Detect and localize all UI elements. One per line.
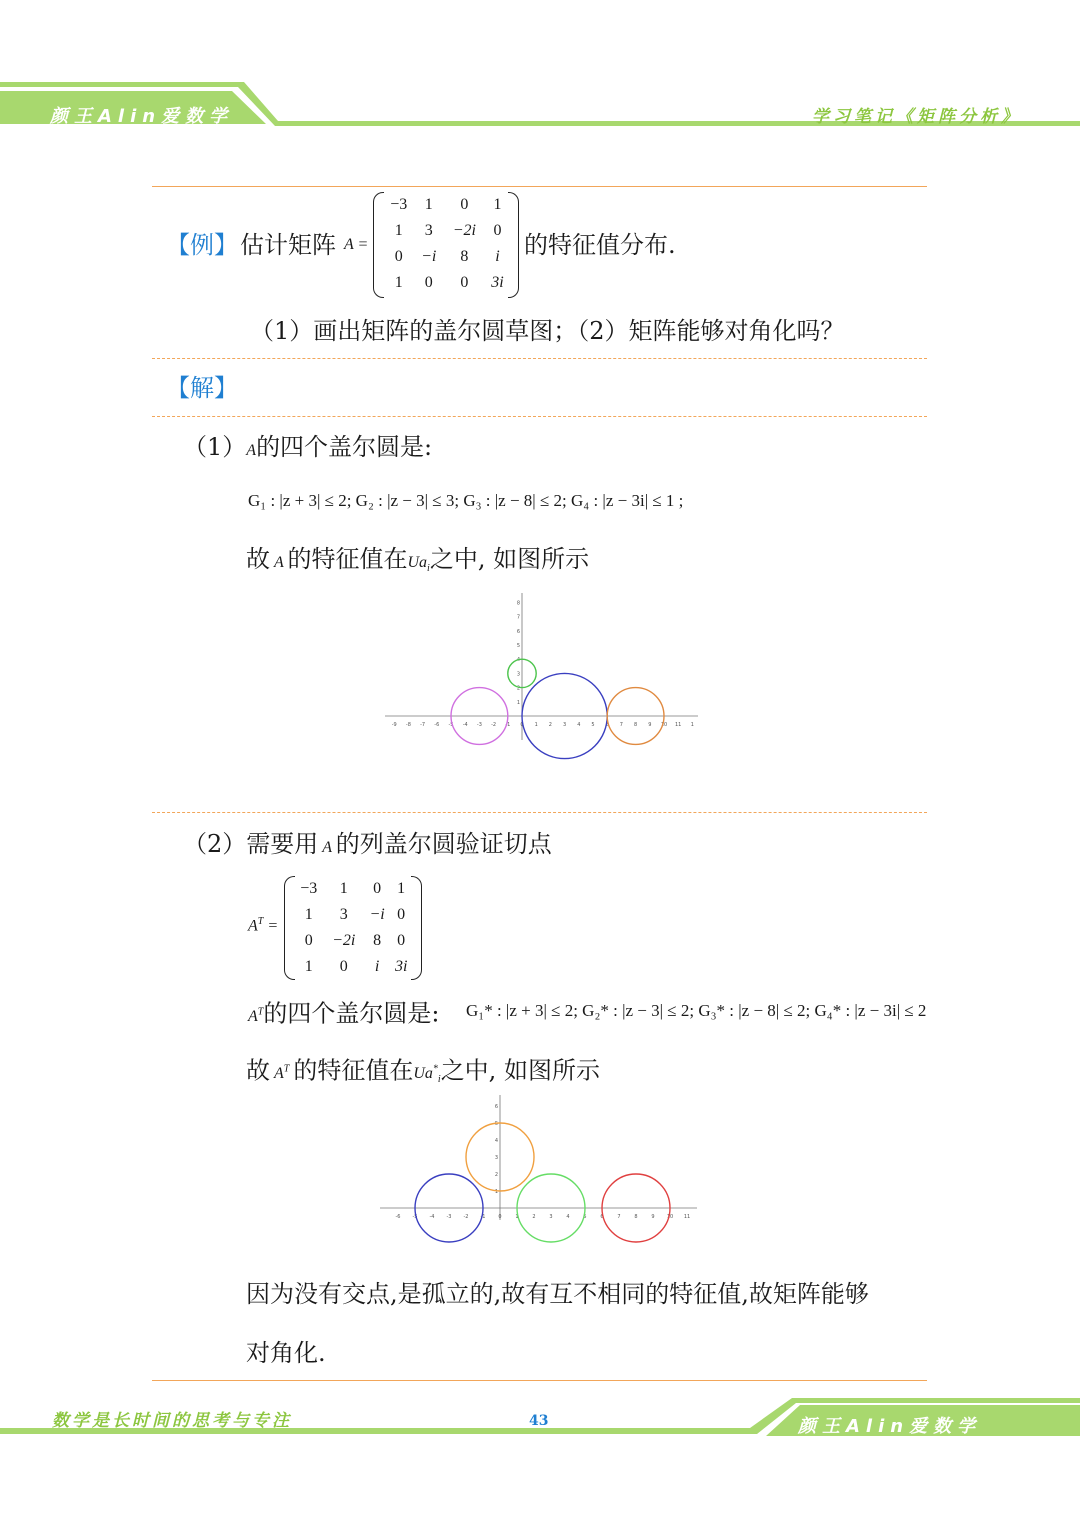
matrix-a-cell-0-1: 1 xyxy=(424,196,433,213)
fig2-x-tick-label: -5 xyxy=(412,1214,418,1220)
fig2-x-tick-label: 6 xyxy=(600,1214,604,1220)
matrix-a-cell-1-0: 1 xyxy=(394,222,403,239)
fig2-x-tick-label: 7 xyxy=(617,1214,621,1220)
fig1-x-tick-label: -7 xyxy=(420,722,426,728)
fig1-x-tick-label: 8 xyxy=(634,722,638,728)
fig1-x-tick-label: 2 xyxy=(548,722,552,728)
example-question: （1）画出矩阵的盖尔圆草图；（2）矩阵能够对角化吗？ xyxy=(250,317,845,345)
gershgorin-row-discs: G₁ : |z + 3| ≤ 2; G₂ : |z − 3| ≤ 3; G₃ : |z − 8| ≤ 2; G₄ : |z − 3i| ≤ 1 ; xyxy=(248,491,684,510)
matrix-a-cell-3-3: 3i xyxy=(491,274,504,291)
matrix-a xyxy=(373,192,519,298)
fig1-y-tick-label: 2 xyxy=(516,685,520,692)
fig2-x-tick-label: 4 xyxy=(566,1214,570,1220)
matrix-at-cell-0-0: −3 xyxy=(300,880,318,897)
matrix-at-cell-1-1: 3 xyxy=(339,906,348,923)
matrix-at-cell-0-1: 1 xyxy=(339,880,348,897)
fig1-x-tick-label: -8 xyxy=(405,722,411,728)
part1-conclusion: 故 A 的特征值在$Ua_i$之中, 如图所示 xyxy=(246,545,590,575)
fig1-x-tick-label: -5 xyxy=(448,722,454,728)
matrix-a-cell-3-0: 1 xyxy=(394,274,403,291)
transpose-label: $A^T$ = xyxy=(248,916,279,935)
matrix-a-cell-2-0: 0 xyxy=(394,248,403,265)
fig1-x-tick-label: 1 xyxy=(534,722,538,728)
fig2-x-tick-label: -1 xyxy=(480,1214,486,1220)
gershgorin-column-discs: G₁* : |z + 3| ≤ 2; G₂* : |z − 3| ≤ 2; G₃* : |z − 8| ≤ 2; G₄* : |z − 3i| ≤ 2 xyxy=(466,1001,927,1020)
matrix-at-cell-1-3: 0 xyxy=(397,906,406,923)
part2-heading: （2）需要用 A 的列盖尔圆验证切点 xyxy=(183,830,552,858)
final-line-1: 因为没有交点,是孤立的,故有互不相同的特征值,故矩阵能够 xyxy=(246,1280,869,1308)
fig1-x-tick-label: 7 xyxy=(619,722,623,728)
fig1-x-tick-label: -4 xyxy=(462,722,468,728)
fig1-x-tick-label: -2 xyxy=(491,722,497,728)
dashed-rule-3 xyxy=(152,812,927,813)
header-book-title: 学习笔记《矩阵分析》 xyxy=(812,107,1022,127)
matrix-at-cell-3-0: 1 xyxy=(304,958,313,975)
matrix-at-cell-0-3: 1 xyxy=(397,880,406,897)
fig2-y-tick-label: 3 xyxy=(494,1155,498,1161)
matrix-at-cell-0-2: 0 xyxy=(373,880,382,897)
matrix-at-cell-2-0: 0 xyxy=(304,932,313,949)
final-line-2: 对角化. xyxy=(246,1339,326,1367)
matrix-a-label: A = xyxy=(344,236,369,253)
fig2-y-tick-label: 4 xyxy=(494,1138,498,1144)
dashed-rule-1 xyxy=(152,358,927,359)
fig1-x-tick-label: 3 xyxy=(563,722,567,728)
fig1-y-tick-label: 6 xyxy=(516,628,520,635)
fig2-x-tick-label: 3 xyxy=(549,1214,553,1220)
matrix-a-cell-0-2: 0 xyxy=(460,196,469,213)
matrix-a-cell-2-1: −i xyxy=(421,248,437,265)
fig1-x-tick-label: 1 xyxy=(690,722,694,728)
fig1-x-tick-label: 10 xyxy=(660,722,668,728)
fig1-x-tick-label: -6 xyxy=(434,722,440,728)
fig1-x-tick-label: 9 xyxy=(648,722,652,728)
fig1-x-tick-label: 11 xyxy=(675,722,682,728)
top-rule xyxy=(152,186,927,187)
header-brand: 颜王Alin爱数学 xyxy=(50,106,234,127)
fig2-x-tick-label: 11 xyxy=(683,1214,691,1220)
part2-conclusion: 故 $A^T$ 的特征值在$Ua^*_i$之中, 如图所示 xyxy=(246,1056,600,1086)
matrix-a-cell-3-1: 0 xyxy=(424,274,433,291)
fig2-x-tick-label: -3 xyxy=(446,1214,452,1220)
matrix-a-cell-1-2: −2i xyxy=(452,222,476,239)
part1-heading: （1）A的四个盖尔圆是: xyxy=(183,433,433,461)
fig2-x-tick-label: 8 xyxy=(634,1214,638,1220)
matrix-at-cell-1-2: −i xyxy=(369,906,385,923)
fig2-y-tick-label: 2 xyxy=(494,1172,498,1178)
matrix-a-transpose xyxy=(284,876,422,980)
solution-tag: 【解】 xyxy=(166,374,238,402)
matrix-a-cell-2-3: i xyxy=(495,248,500,265)
fig1-x-tick-label: 5 xyxy=(591,722,595,728)
footer-brand: 颜王Alin爱数学 xyxy=(798,1416,982,1437)
fig2-y-tick-label: 1 xyxy=(494,1189,498,1195)
fig1-y-tick-label: 7 xyxy=(516,614,520,621)
fig1-y-tick-label: 4 xyxy=(516,657,520,664)
fig2-x-tick-label: 5 xyxy=(583,1214,587,1220)
fig1-x-tick-label: -1 xyxy=(505,722,511,728)
fig1-x-tick-label: -9 xyxy=(391,722,397,728)
example-tag: 【例】 xyxy=(166,231,238,259)
fig2-y-tick-label: 5 xyxy=(494,1121,498,1127)
bottom-rule xyxy=(152,1380,927,1381)
fig1-x-tick-label: 6 xyxy=(605,722,609,728)
matrix-a-cell-1-1: 3 xyxy=(424,222,433,239)
matrix-a-cell-2-2: 8 xyxy=(460,248,469,265)
fig1-y-tick-label: 5 xyxy=(516,643,520,649)
fig2-x-tick-label: 10 xyxy=(666,1214,674,1220)
fig2-x-tick-label: -4 xyxy=(429,1214,435,1220)
example-lead: 估计矩阵 xyxy=(240,231,336,259)
fig2-x-tick-label: -2 xyxy=(463,1214,469,1220)
matrix-at-cell-2-1: −2i xyxy=(332,932,356,949)
fig1-y-tick-label: 1 xyxy=(516,699,520,706)
fig1-y-tick-label: 3 xyxy=(516,671,520,678)
matrix-a-cell-0-0: −3 xyxy=(390,196,408,213)
fig1-x-tick-label: 4 xyxy=(577,722,581,728)
dashed-rule-2 xyxy=(152,416,927,417)
matrix-at-cell-2-2: 8 xyxy=(373,932,382,949)
figure-column-gershgorin-circles xyxy=(375,1090,705,1250)
fig2-y-tick-label: 6 xyxy=(494,1104,498,1110)
page-number: 43 xyxy=(529,1413,549,1429)
fig1-x-tick-label: 0 xyxy=(520,722,524,728)
matrix-a-cell-1-3: 0 xyxy=(493,222,502,239)
matrix-at-cell-3-3: 3i xyxy=(394,958,408,975)
figure-row-gershgorin-circles xyxy=(370,590,710,760)
fig1-x-tick-label: -3 xyxy=(476,722,482,728)
footer-slogan: 数学是长时间的思考与专注 xyxy=(52,1411,292,1431)
matrix-a-cell-0-3: 1 xyxy=(493,196,502,213)
fig2-x-tick-label: 0 xyxy=(498,1214,502,1220)
fig2-x-tick-label: 1 xyxy=(515,1214,519,1220)
fig2-x-tick-label: 9 xyxy=(651,1214,655,1220)
fig2-x-tick-label: 2 xyxy=(532,1214,536,1220)
fig1-y-tick-label: 8 xyxy=(516,600,520,607)
matrix-at-cell-2-3: 0 xyxy=(397,932,406,949)
matrix-at-cell-3-2: i xyxy=(374,958,380,975)
matrix-a-cell-3-2: 0 xyxy=(460,274,469,291)
matrix-at-cell-3-1: 0 xyxy=(339,958,348,975)
matrix-at-cell-1-0: 1 xyxy=(304,906,313,923)
part2-discs: $A^T$的四个盖尔圆是: xyxy=(248,999,440,1028)
example-tail: 的特征值分布. xyxy=(524,231,676,259)
fig2-x-tick-label: -6 xyxy=(395,1214,401,1220)
